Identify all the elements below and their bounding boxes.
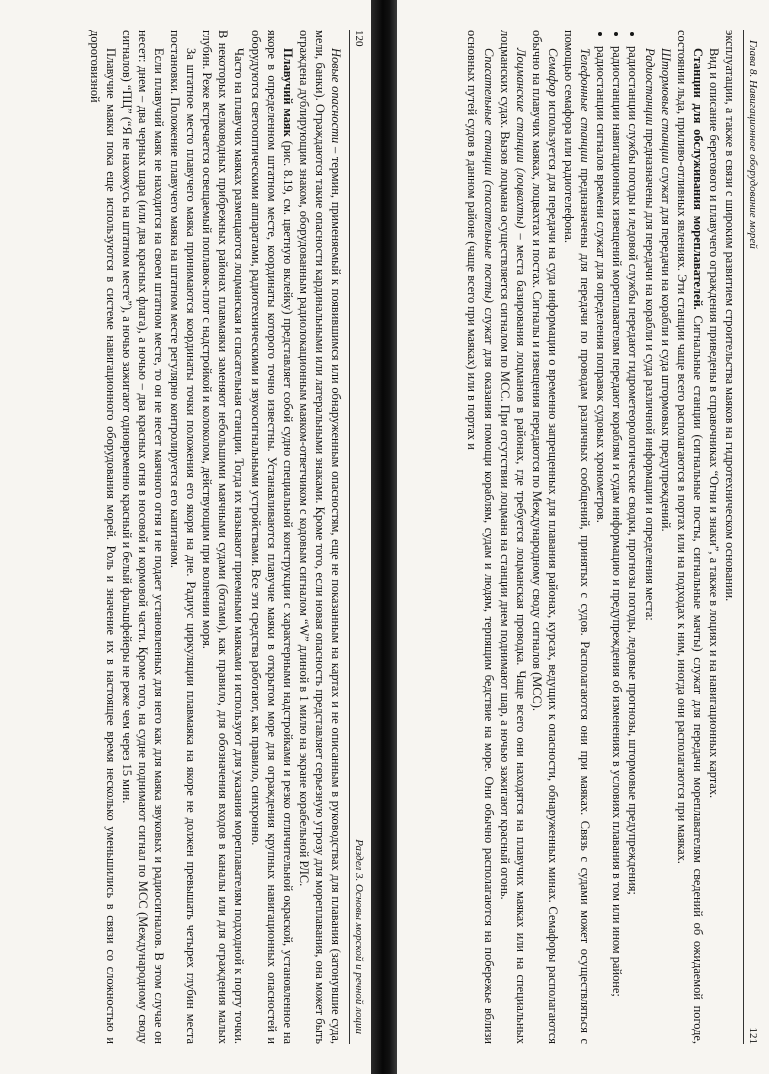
paragraph-term: Спасательные станции (спасательные посты) (481, 48, 496, 303)
paragraph (87, 30, 119, 1044)
paragraph-term: Штормовые станции (658, 48, 673, 164)
paragraph (658, 30, 674, 1044)
paragraph-text: Часто на плавучих маяках размещаются лоцманская и спасательная станции. Тогда их называют приемными маяками и используют для указания мореплавателям подходной к порту точки. В некоторых мелководных прибрежных районах плавмаяки заменяют небольшими маячными судами (ботами), как правило, для обозначения входов в каналы или для ограждения малых глубин. Реже встречается освещаемый поплавок-плот с надстройкой и колоколом, действующим при волнении моря. (200, 30, 247, 1044)
paragraph (296, 30, 344, 1044)
paragraph-term: Плавучий маяк (280, 48, 295, 137)
paragraph-term: Лоцманские станции (лоцвахты) (513, 48, 528, 229)
paragraph-text: эксплуатации, а также в связи с широким развитием строительства маяков на гидротехническом основании. (723, 30, 737, 602)
right-page-number: 121 (747, 1027, 759, 1044)
paragraph-text: Вид и описание берегового и плавучего ограждения приведены в справочниках “Огни и знаки”, а также в лоциях и на навигационных картах. (706, 48, 721, 799)
paragraph (247, 30, 295, 1044)
paragraph (119, 30, 167, 1044)
list-item-text: радиостанции навигационных извещений мореплавателям передают кораблям и судам информацию и предупреждения об изменениях в условиях плавания в том или ином районе; (610, 46, 625, 997)
paragraph-term: Новые опасности (329, 48, 343, 144)
list-item-text: радиостанции сигналов времени служат для определения поправок судовых хронометров. (594, 46, 609, 523)
paragraph (706, 30, 722, 1044)
paragraph (497, 30, 529, 1044)
left-page-content (0, 0, 375, 1074)
right-body-text (464, 30, 738, 1044)
paragraph (722, 30, 738, 1044)
paragraph-term: Телефонные станции (578, 48, 593, 163)
paragraph-text: предназначены для передачи на корабли и суда различной информации и определения места: (642, 125, 657, 621)
paragraph-text: (рис. 8.19, см. цветную вклейку) представляет собой судно специальной конструкции с характерными надстройками и резко отличительной окраской, установленное на якоре в определенном штатном месте, координаты которого точно известны. Устанавливаются плавучие маяки в открытом море для ограждения крупных навигационных опасностей и оборудуются светооптическими аппаратами, радиотехническими и звукосигнальными устройствами. Все эти средства работают, как правило, синхронно. (248, 30, 295, 1044)
list-item (625, 46, 641, 1044)
paragraph (641, 30, 657, 1044)
paragraph (199, 30, 247, 1044)
left-page-number: 120 (353, 30, 365, 47)
paragraph-text: – термин, применяемый к появившимся или обнаруженным опасностям, еще не показанным на картах и не описанным в руководствах для плавания (затонувшие суда, мели, банки). Ограждаются такие опасности кардинальными или латеральными знаками. Кроме того, если новая опасность представляет серьезную угрозу для мореплавания, она может быть ограждена дублирующим знаком, оборудованным радиолокационным маяком-ответчиком с кодовым сигналом “W” длиной в 1 милю на экране корабельной РЛС. (296, 30, 343, 1044)
bullet-list (593, 30, 641, 1044)
paragraph-text: За штатное место плавучего маяка принимаются координаты точки положения его якоря на дне. Радиус циркуляции плавмаяка на якоре не должен превышать четырех глубин места постановки. Положение плавучего маяка на штатном месте регулярно контролируется его капитаном. (168, 30, 199, 1044)
right-running-title: Глава 8. Навигационное оборудование морей (747, 40, 759, 249)
paragraph-text: Плавучие маяки пока еще используются в системе навигационного оборудования морей. Роль и значение их в настоящее время несколько уменьшились в связи со сложностью и дороговизной (87, 30, 118, 1044)
left-running-title: Раздел 3. Основы морской и речной лоции (353, 839, 365, 1034)
paragraph (529, 30, 561, 1044)
paragraph (674, 30, 706, 1044)
paragraph-text: служат для оказания помощи кораблям, судам и людям, терпящим бедствие на море. Они обычно располагаются на побережье вблизи основных путей судов в данном районе (чаще всего при маяках) или в портах и (465, 30, 496, 1044)
left-body-text (87, 30, 345, 1044)
paragraph-text: предназначены для передачи по проводам различных сообщений, принятых с судов. Располагаются они при маяках. Связь с судами может осуществляться с помощью семафора или радиотелефона. (562, 30, 593, 1044)
left-running-head (349, 30, 365, 1044)
paragraph-term: Радиостанции (642, 48, 657, 126)
paragraph-text: Сигнальные станции (сигнальные посты, сигнальные мачты) служат для передачи мореплавателям сведений об ожидаемой погоде, состоянии льда, приливо-отливных явлениях. Эти станции чаще всего располагаются в портах или на подходах к ним, иногда они располагаются при маяках. (674, 30, 705, 1044)
paragraph-text: – места базирования лоцманов в районах, где требуется лоцманская проводка. Чаще всего они находятся на плавучих маяках или на специальных лоцманских судах. Вызов лоцмана осуществляется сигналом по МСС. При отсутствии лоцмана на станции днем поднимают шар, а ночью зажигают красный огонь. (497, 30, 528, 1044)
left-page (0, 0, 375, 1074)
paragraph (561, 30, 593, 1044)
paragraph-term: Семафор (545, 48, 560, 97)
paragraph (464, 30, 496, 1044)
paragraph-term: Станции для обслуживания мореплавателей. (690, 48, 705, 310)
right-running-head (743, 30, 759, 1044)
paragraph (167, 30, 199, 1044)
right-page-content (394, 0, 769, 1074)
paragraph-text: используется для передачи на суда информации о временно запрещенных для плавания районах, курсах, ведущих к опасности, обнаруженных минах. Семафоры располагаются обычно на плавучих маяках, лоцвахтах и постах. Сигналы и извещения передаются по Международному своду сигналов (МСС). (529, 30, 560, 1044)
paragraph-text: Если плавучий маяк не находится на своем штатном месте, то он не несет маячного огня и не подает установленных для него как для маяка звуковых и радиосигналов. В этом случае он несет: днем – два черных шара (или два красных флага), а ночью – два красных огня в носовой и кормовой части. Кроме того, на судне поднимают сигнал по МСС (Международному своду сигналов) “ПЦ” (“Я не нахожусь на штатном месте”), а ночью зажигают одновременно красный и белый фальшфейеры не реже чем через 15 мин. (119, 30, 166, 1044)
list-item (609, 46, 625, 1044)
list-item-text: радиостанции службы погоды и ледовой службы передают гидрометеорологические сводки, прогнозы погоды, ледовые прогнозы, штормовые предупреждения; (626, 46, 641, 895)
right-page (394, 0, 769, 1074)
list-item (593, 46, 609, 1044)
paragraph-text: служат для передачи на корабли и суда штормовых предупреждений. (658, 163, 673, 532)
